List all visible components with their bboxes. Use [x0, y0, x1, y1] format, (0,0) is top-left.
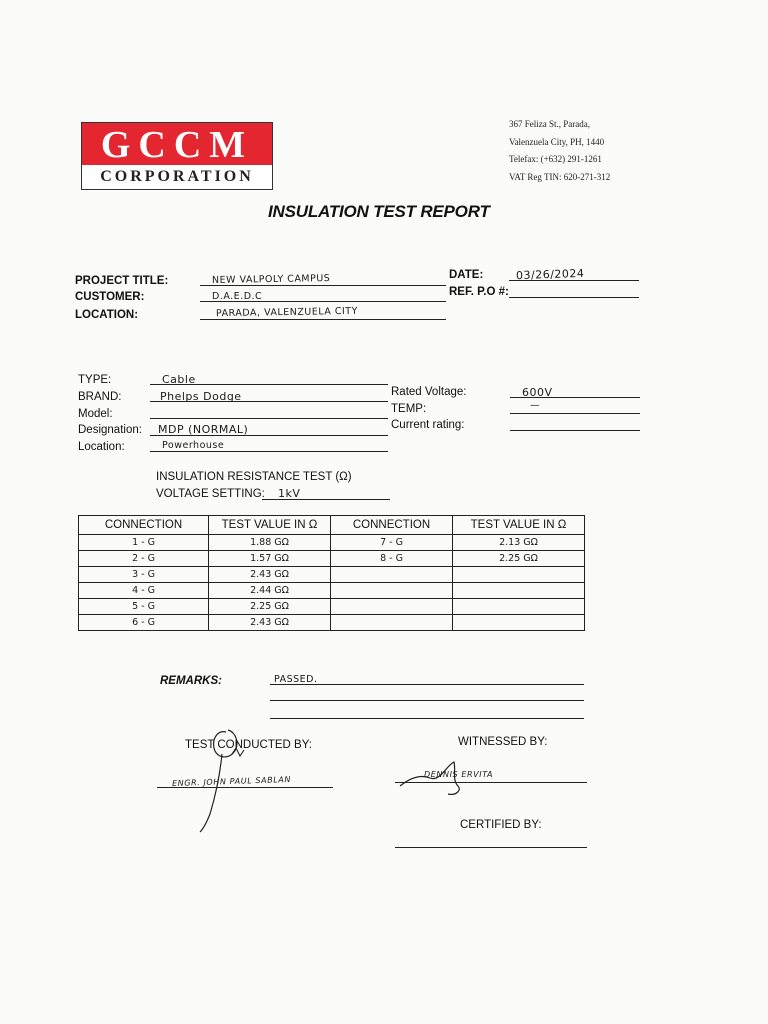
rated-voltage-label: Rated Voltage:: [391, 386, 467, 398]
table-row: [79, 615, 585, 631]
designation-value: MDP (NORMAL): [158, 423, 249, 436]
test-heading: INSULATION RESISTANCE TEST (Ω): [156, 471, 352, 483]
report-title: INSULATION TEST REPORT: [268, 202, 490, 221]
table-row: [79, 583, 585, 599]
table-cell: 2.43 GΩ: [209, 567, 331, 583]
type-label: TYPE:: [78, 374, 112, 386]
witnessed-by-name: DENNIS ERVITA: [424, 770, 494, 779]
project-title-value: NEW VALPOLY CAMPUS: [211, 272, 331, 287]
certified-by-label: CERTIFIED BY:: [460, 819, 542, 831]
remarks-value: PASSED.: [274, 674, 318, 685]
address-line-1: 367 Feliza St., Parada,: [509, 119, 590, 129]
certified-by-line: [395, 847, 587, 848]
table-cell: [453, 567, 585, 583]
table-header-row: [79, 516, 585, 535]
table-cell: 1.57 GΩ: [209, 551, 331, 567]
table-cell: [331, 615, 453, 631]
logo-tagline: CORPORATION: [100, 168, 254, 185]
table-cell: 8 - G: [331, 551, 453, 567]
voltage-setting-value: 1kV: [278, 487, 301, 500]
remarks-label: REMARKS:: [160, 675, 222, 687]
table-cell: 2.25 GΩ: [453, 551, 585, 567]
model-line: [150, 418, 388, 419]
remarks-line-2: [270, 700, 584, 701]
table-cell: 3 - G: [79, 567, 209, 583]
ref-po-line: [509, 297, 639, 298]
current-rating-label: Current rating:: [391, 419, 465, 431]
current-rating-line: [510, 430, 640, 431]
table-cell: 6 - G: [79, 615, 209, 631]
temp-value: —: [530, 400, 540, 411]
conducted-by-name: ENGR. JOHN PAUL SABLAN: [171, 774, 292, 789]
temp-label: TEMP:: [391, 403, 427, 415]
address-line-3: Telefax: (+632) 291-1261: [509, 154, 602, 164]
address-line-4: VAT Reg TIN: 620-271-312: [509, 171, 611, 182]
table-cell: [331, 583, 453, 599]
table-row: [79, 599, 585, 615]
table-cell: 2.25 GΩ: [209, 599, 331, 615]
cable-location-label: Location:: [78, 441, 125, 453]
table-cell: [331, 567, 453, 583]
table-cell: [453, 615, 585, 631]
rated-voltage-value: 600V: [522, 386, 553, 399]
customer-value: D.A.E.D.C: [212, 291, 263, 302]
table-cell: 1 - G: [79, 535, 209, 551]
company-address: [509, 116, 709, 186]
col-header-connection-2: CONNECTION: [331, 516, 453, 535]
location-label: LOCATION:: [75, 309, 139, 321]
witnessed-by-line: [395, 782, 587, 783]
temp-line: [510, 413, 640, 414]
table-cell: 2.13 GΩ: [453, 535, 585, 551]
cable-location-value: Powerhouse: [162, 440, 225, 451]
project-title-label: PROJECT TITLE:: [75, 275, 169, 287]
table-cell: [453, 583, 585, 599]
voltage-setting-label: VOLTAGE SETTING:: [156, 488, 265, 500]
address-line-2: Valenzuela City, PH, 1440: [509, 136, 605, 147]
conducted-by-label: TEST CONDUCTED BY:: [185, 739, 312, 751]
location-line: [200, 319, 446, 320]
location-value: PARADA, VALENZUELA CITY: [215, 305, 358, 320]
brand-label: BRAND:: [78, 391, 122, 403]
ref-po-label: REF. P.O #:: [449, 286, 509, 298]
cable-location-line: [150, 451, 388, 452]
table-cell: [331, 599, 453, 615]
table-row: [79, 567, 585, 583]
col-header-test-value-1: TEST VALUE IN Ω: [209, 516, 331, 535]
brand-value: Phelps Dodge: [160, 390, 242, 403]
date-value: 03/26/2024: [515, 266, 585, 283]
insulation-results-table: [78, 515, 585, 631]
table-cell: 4 - G: [79, 583, 209, 599]
date-label: DATE:: [449, 269, 484, 281]
witnessed-by-label: WITNESSED BY:: [458, 736, 548, 748]
logo-brand: GCCM: [82, 123, 272, 165]
col-header-connection-1: CONNECTION: [79, 516, 209, 535]
table-cell: 5 - G: [79, 599, 209, 615]
table-cell: 7 - G: [331, 535, 453, 551]
model-label: Model:: [78, 408, 113, 420]
conducted-by-line: [157, 787, 333, 788]
col-header-test-value-2: TEST VALUE IN Ω: [453, 516, 585, 535]
remarks-line-3: [270, 718, 584, 719]
table-cell: 2.44 GΩ: [209, 583, 331, 599]
company-logo: [81, 122, 273, 190]
customer-label: CUSTOMER:: [75, 291, 145, 303]
table-cell: [453, 599, 585, 615]
table-cell: 2 - G: [79, 551, 209, 567]
designation-label: Designation:: [78, 424, 142, 436]
table-row: [79, 551, 585, 567]
table-row: [79, 535, 585, 551]
table-cell: 1.88 GΩ: [209, 535, 331, 551]
table-cell: 2.43 GΩ: [209, 615, 331, 631]
type-value: Cable: [162, 373, 196, 386]
